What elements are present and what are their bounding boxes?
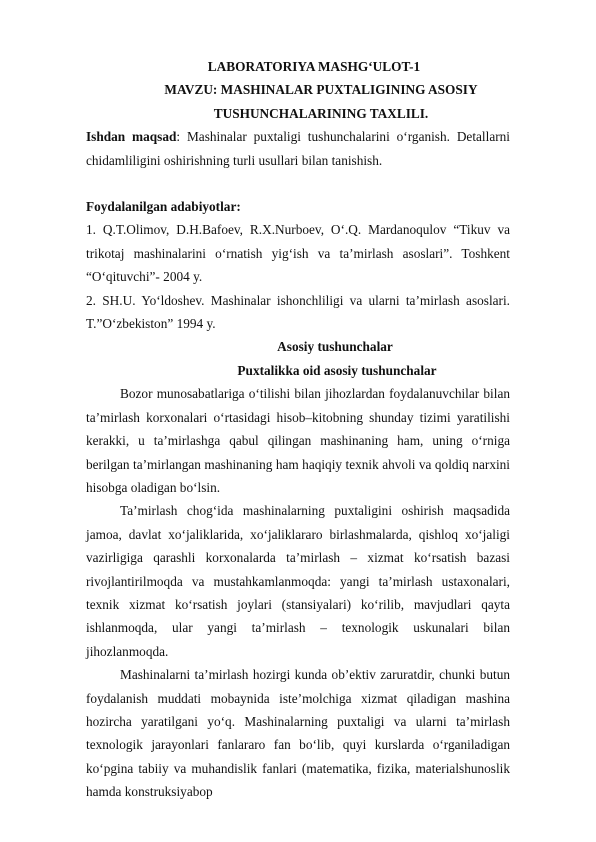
spacer [86,172,510,195]
reference-item: 1. Q.T.Olimov, D.H.Bafoev, R.X.Nurboev, O‘.Q. Mardanoqulov “Tikuv va trikotaj mashinalarini o‘rnatish yig‘ish va ta’mirlash asoslari”. Toshkent “O‘qituvchi”- 2004 y. [86,222,510,285]
lab-title: LABORATORIYA MASHG‘ULOT-1 [207,59,421,74]
aim-label: Ishdan maqsad [86,129,177,145]
section-subheading: Puxtalikka oid asosiy tushunchalar [237,362,437,378]
document-page [86,55,510,804]
references-heading: Foydalanilgan adabiyotlar: [86,199,241,215]
aim-text: : Mashinalar puxtaligi tushunchalarini o‘rganish. Detallarni chidamliligini oshirishning turli usullari bilan tanishish. [86,129,510,168]
topic-title-line-2: TUSHUNCHALARINING TAXLILI. [213,105,429,121]
reference-item: 2. SH.U. Yo‘ldoshev. Mashinalar ishonchliligi va ularni ta’mirlash asoslari. T.”O‘zbekiston” 1994 y. [86,292,510,332]
section-heading: Asosiy tushunchalar [277,339,393,355]
aim-paragraph [86,125,510,172]
body-paragraph: Mashinalarni ta’mirlash hozirgi kunda ob’ektiv zaruratdir, chunki butun foydalanish muddati mobaynida iste’molchiga xizmat qiladigan mashina hozircha yaratilgani yo‘q. Mashinalarning puxtaligi va ularni ta’mirlash texnologik jarayonlari fanlararo fan bo‘lib, quyi kurslarda o‘rganiladigan ko‘pgina tabiiy va muhandislik fanlari (matematika, fizika, materialshunoslik hamda konstruksiyabop [86,667,510,800]
body-paragraph: Bozor munosabatlariga o‘tilishi bilan jihozlardan foydalanuvchilar bilan ta’mirlash korxonalari o‘rtasidagi hisob–kitobning shunday tizimi yaratilishi kerakki, u ta’mirlashga qabul qilingan mashinaning ham, uning o‘rniga berilgan ta’mirlangan mashinaning ham haqiqiy texnik ahvoli va qoldiq narxini hisobga oladigan bo‘lsin. [86,386,510,495]
topic-title-line-1: MAVZU: MASHINALAR PUXTALIGINING ASOSIY [164,82,478,98]
body-paragraph: Ta’mirlash chog‘ida mashinalarning puxtaligini oshirish maqsadida jamoa, davlat xo‘jaliklarida, xo‘jaliklararo birlashmalarda, qishloq xo‘jaligi vazirligiga qarashli korxonalarda ta’mirlash – xizmat ko‘rsatish bazasi rivojlantirilmoqda va mustahkamlanmoqda: yangi ta’mirlash ustaxonalari, texnik xizmat ko‘rsatish joylari (stansiyalari) ko‘rilib, mavjudlari qayta ishlanmoqda, ular yangi ta’mirlash – texnologik uskunalari bilan jihozlanmoqda. [86,503,510,659]
